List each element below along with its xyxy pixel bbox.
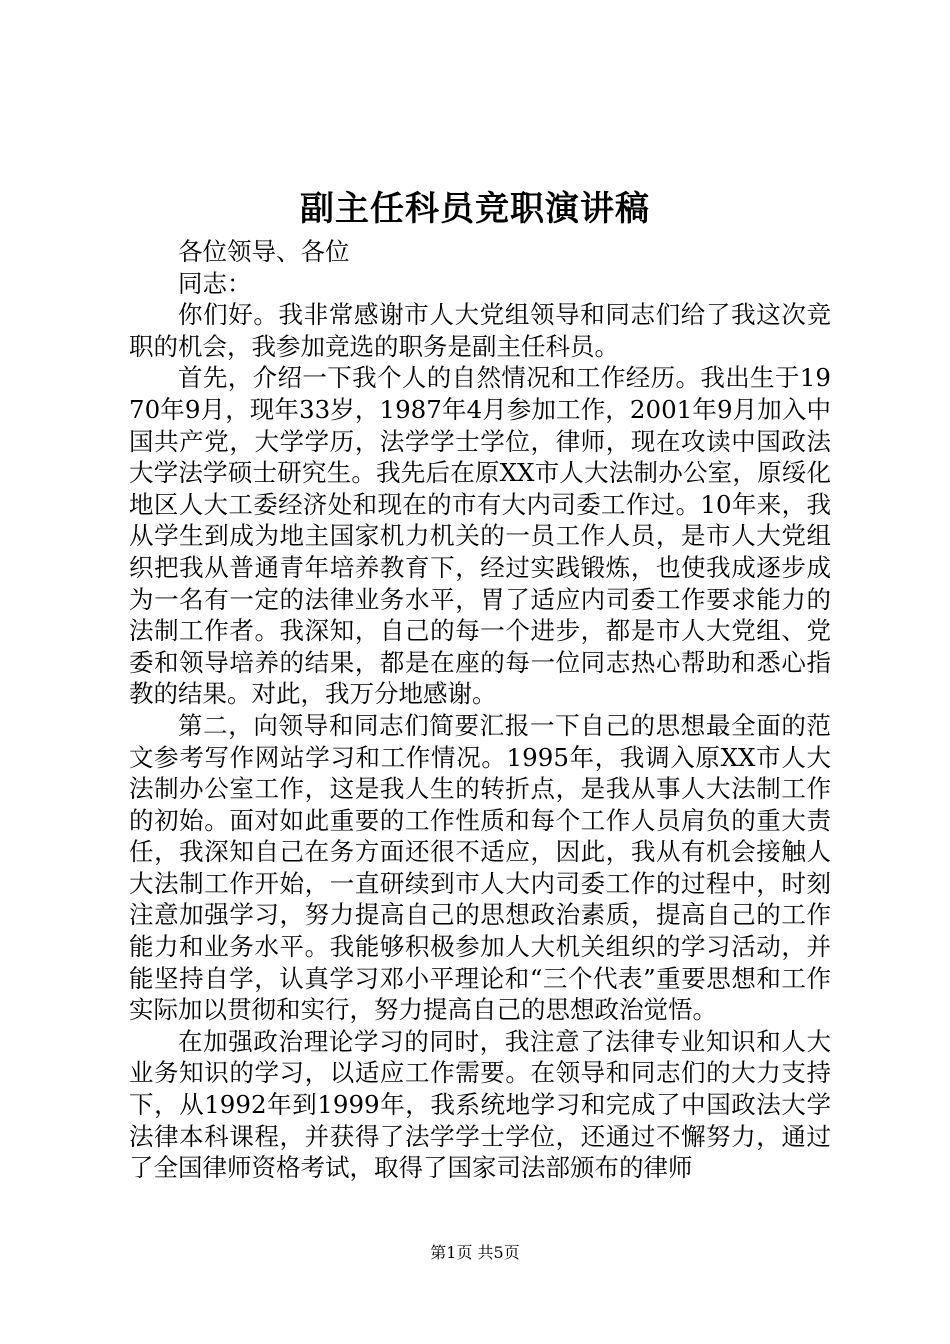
paragraph-second-point: 第二，向领导和同志们简要汇报一下自己的思想最全面的范文参考写作网站学习和工作情况。1995年，我调入原XX市人大法制办公室工作，这是我人生的转折点，是我从事人大法制工作的初始。面对如此重要的工作性质和每个工作人员肩负的重大责任，我深知自己在务方面还很不适应，因此，我从有机会接触人大法制工作开始，一直研续到市人大内司委工作的过程中，时刻注意加强学习，努力提高自己的思想政治素质，提高自己的工作能力和业务水平。我能够积极参加人大机关组织的学习活动，并能坚持自学，认真学习邓小平理论和“三个代表”重要思想和工作实际加以贯彻和实行，努力提高自己的思想政治觉悟。 [129,710,831,1025]
paragraph-salutation-1: 各位领导、各位 [178,237,350,266]
paragraph-salutation-2: 同志： [178,268,252,298]
page-footer: 第1页 共5页 [430,1243,520,1262]
paragraph-greeting: 你们好。我非常感谢市人大党组领导和同志们给了我这次竞职的机会，我参加竞选的职务是副主任科员。 [129,300,831,361]
paragraph-study: 在加强政治理论学习的同时，我注意了法律专业知识和人大业务知识的学习，以适应工作需要。在领导和同志们的大力支持下，从1992年到1999年，我系统地学习和完成了中国政法大学法律本科课程，并获得了法学学士学位，还通过不懈努力，通过了全国律师资格考试，取得了国家司法部颁布的律师 [129,1026,831,1183]
document-body [129,236,831,1184]
paragraph-introduction: 首先，介绍一下我个人的自然情况和工作经历。我出生于1970年9月，现年33岁，1987年4月参加工作，2001年9月加入中国共产党，大学学历，法学学士学位，律师，现在攻读中国政法大学法学硕士研究生。我先后在原XX市人大法制办公室，原绥化地区人大工委经济处和现在的市有大内司委工作过。10年来，我从学生到成为地主国家机力机关的一员工作人员，是市人大党组织把我从普通青年培养教育下，经过实践锻炼，也使我成逐步成为一名有一定的法律业务水平，胃了适应内司委工作要求能力的法制工作者。我深知，自己的每一个进步，都是市人大党组、党委和领导培养的结果，都是在座的每一位同志热心帮助和悉心指教的结果。对此，我万分地感谢。 [129,363,831,709]
document-title: 副主任科员竞职演讲稿 [300,189,650,229]
